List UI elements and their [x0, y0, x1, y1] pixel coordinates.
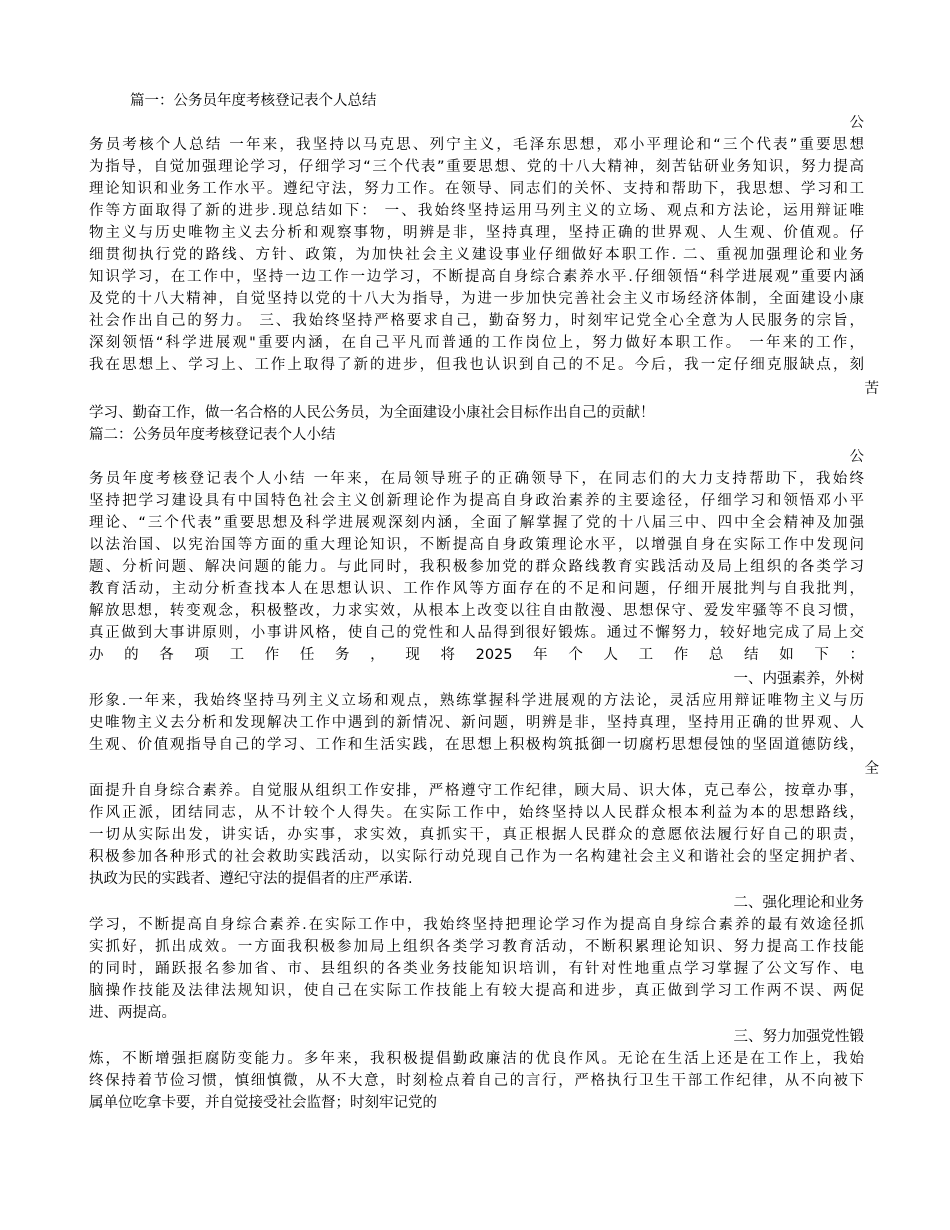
text-line: 的同时，踊跃报名参加省、市、县组织的各类业务技能知识培训，有针对性地重点学习掌握了公文写作、电: [89, 961, 864, 977]
text-line: 终保持着节俭习惯，慎细慎微，从不大意，时刻检点着自己的言行，严格执行卫生干部工作纪律，从不向被下: [89, 1073, 864, 1089]
text-line: 务员年度考核登记表个人小结 一年来，在局领导班子的正确领导下，在同志们的大力支持帮助下，我始终: [89, 471, 864, 487]
text-line: 以法治国、以宪治国等方面的重大理论知识，不断提高自身政策理论水平，以增强自身在实际工作中发现问: [89, 537, 864, 553]
text-line: 面提升自身综合素养。自觉服从组织工作安排，严格遵守工作纪律，顾大局、识大体，克己奉公，按章办事，: [89, 783, 864, 799]
text-line: 执政为民的实践者、遵纪守法的提倡者的庄严承诺.: [89, 871, 413, 887]
text-line: 积极参加各种形式的社会救助实践活动，以实际行动兑现自己作为一名构建社会主义和谐社会的坚定拥护者、: [89, 849, 864, 865]
text-line: 公: [849, 115, 864, 131]
text-line: 知识学习，在工作中，坚持一边工作一边学习，不断提高自身综合素养水平.仔细领悟“科学进展观”重要内涵: [89, 269, 864, 285]
text-line: 务员考核个人总结 一年来，我坚持以马克思、列宁主义，毛泽东思想，邓小平理论和“三个代表”重要思想: [89, 137, 864, 153]
text-line: 公: [849, 449, 864, 465]
text-line: 作等方面取得了新的进步.现总结如下： 一、我始终坚持运用马列主义的立场、观点和方法论，运用辩证唯: [89, 203, 864, 219]
text-line: 为指导，自觉加强理论学习，仔细学习“三个代表”重要思想、党的十八大精神，刻苦钻研业务知识，努力提高: [89, 159, 864, 175]
text-line: 苦: [864, 381, 879, 397]
text-line: 脑操作技能及法律法规知识，使自己在实际工作技能上有较大提高和进步，真正做到学习工作两不误、两促: [89, 983, 864, 999]
text-line: 真正做到大事讲原则，小事讲风格，使自己的党性和人品得到很好锻炼。通过不懈努力，较好地完成了局上交: [89, 625, 864, 641]
text-line: 解放思想，转变观念，积极整改，力求实效，从根本上改变以往自由散漫、思想保守、爱发牢骚等不良习惯，: [89, 603, 864, 619]
text-line: 形象.一年来，我始终坚持马列主义立场和观点，熟练掌握科学进展观的方法论，灵活应用辩证唯物主义与历: [89, 693, 864, 709]
text-line: 及党的十八大精神，自觉坚持以党的十八大为指导，为进一步加快完善社会主义市场经济体制，全面建设小康: [89, 291, 864, 307]
text-line: 史唯物主义去分析和发现解决工作中遇到的新情况、新问题，明辨是非，坚持真理，坚持用正确的世界观、人: [89, 715, 864, 731]
text-line: 实抓好，抓出成效。一方面我积极参加局上组织各类学习教育活动，不断积累理论知识、努力提高工作技能: [89, 939, 864, 955]
text-line: 一切从实际出发，讲实话，办实事，求实效，真抓实干，真正根据人民群众的意愿依法履行好自己的职责，: [89, 827, 864, 843]
text-line: 我在思想上、学习上、工作上取得了新的进步，但我也认识到自己的不足。今后，我一定仔细克服缺点，刻: [89, 357, 864, 373]
text-line: 细贯彻执行党的路线、方针、政策，为加快社会主义建设事业仔细做好本职工作. 二、重视加强理论和业务: [89, 247, 864, 263]
text-line: 社会作出自己的努力。 三、我始终坚持严格要求自己，勤奋努力，时刻牢记党全心全意为人民服务的宗旨，: [89, 313, 864, 329]
text-line: 坚持把学习建设具有中国特色社会主义创新理论作为提高自身政治素养的主要途径，仔细学习和领悟邓小平: [89, 493, 864, 509]
text-line: 三、努力加强党性锻: [733, 1029, 864, 1045]
section-heading-1: 篇一：公务员年度考核登记表个人总结: [130, 93, 377, 109]
text-line: 物主义与历史唯物主义去分析和观察事物，明辨是非，坚持真理，坚持正确的世界观、人生观、价值观。仔: [89, 225, 864, 241]
text-line: 学习，不断提高自身综合素养.在实际工作中，我始终坚持把理论学习作为提高自身综合素养的最有效途径抓: [89, 917, 864, 933]
text-line: 理论、“三个代表”重要思想及科学进展观深刻内涵，全面了解掌握了党的十八届三中、四中全会精神及加强: [89, 515, 864, 531]
text-line: 属单位吃拿卡要，并自觉接受社会监督；时刻牢记党的: [89, 1095, 437, 1111]
text-line: 作风正派，团结同志，从不计较个人得失。在实际工作中，始终坚持以人民群众根本利益为本的思想路线，: [89, 805, 864, 821]
text-line: 二、强化理论和业务: [733, 895, 864, 911]
text-line: 学习、勤奋工作，做一名合格的人民公务员，为全面建设小康社会目标作出自己的贡献！: [89, 405, 655, 421]
text-line: 教育活动，主动分析查找本人在思想认识、工作作风等方面存在的不足和问题，仔细开展批判与自我批判，: [89, 581, 864, 597]
text-line: 进、两提高。: [89, 1005, 176, 1021]
text-line: 一、内强素养，外树: [733, 671, 864, 687]
text-line: 深刻领悟“科学进展观"重要内涵，在自己平凡而普通的工作岗位上，努力做好本职工作。 一年来的工作，: [89, 335, 864, 351]
text-line: 理论知识和业务工作水平。遵纪守法，努力工作。在领导、同志们的关怀、支持和帮助下，我思想、学习和工: [89, 181, 864, 197]
text-line: 题、分析问题、解决问题的能力。与此同时，我积极参加党的群众路线教育实践活动及局上组织的各类学习: [89, 559, 864, 575]
section-heading-2: 篇二：公务员年度考核登记表个人小结: [89, 427, 336, 443]
text-line: 办的各项工作任务，现将2025年个人工作总结如下：: [89, 647, 864, 663]
text-line: 生观、价值观指导自己的学习、工作和生活实践，在思想上积极构筑抵御一切腐朽思想侵蚀的坚固道德防线，: [89, 737, 864, 753]
text-line: 全: [864, 761, 879, 777]
text-line: 炼，不断增强拒腐防变能力。多年来，我积极提倡勤政廉洁的优良作风。无论在生活上还是在工作上，我始: [89, 1051, 864, 1067]
